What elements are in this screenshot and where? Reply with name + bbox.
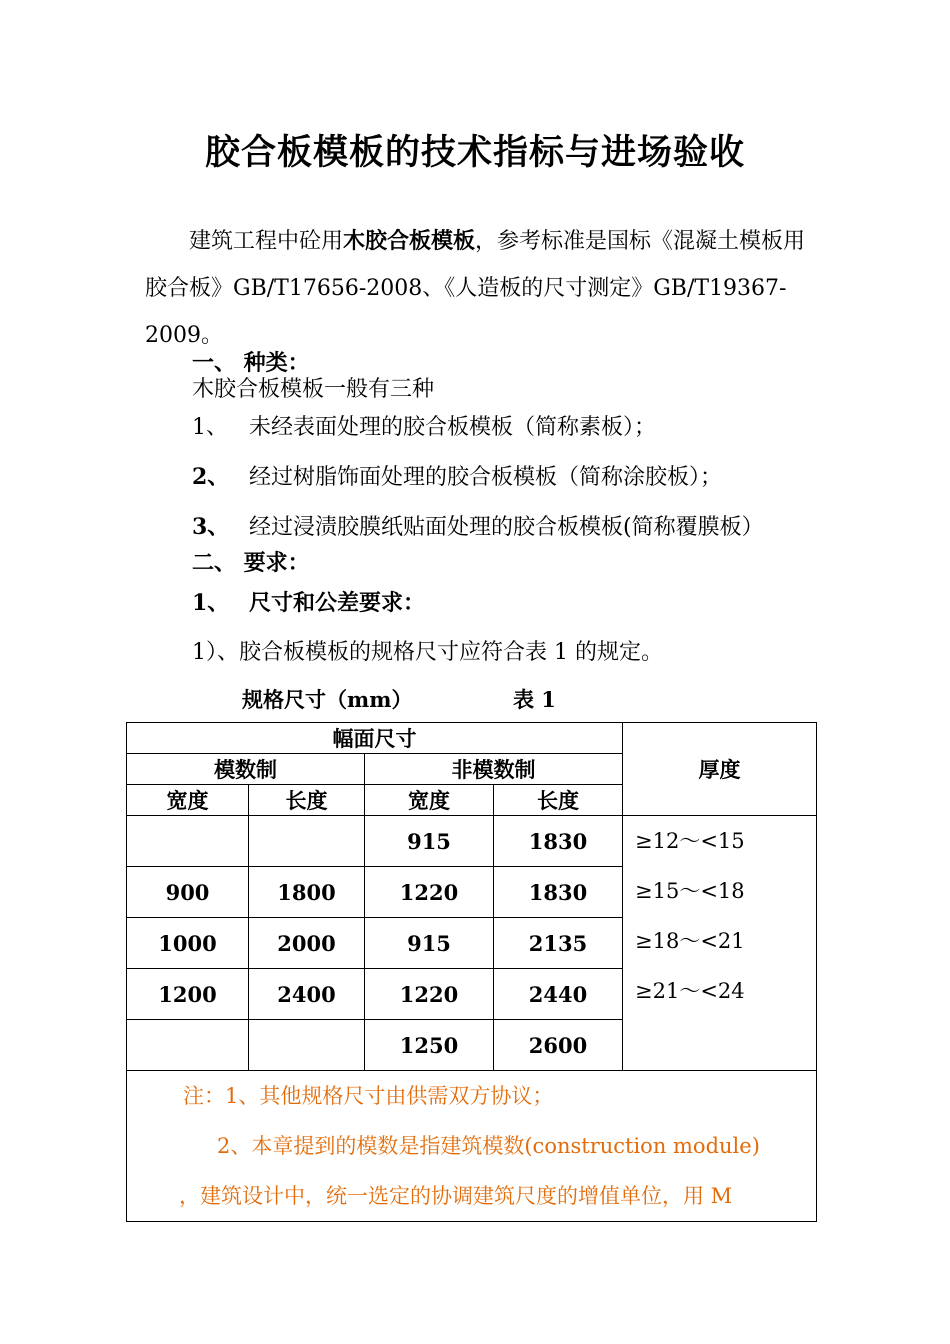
nonmodular-width-cell: 1250 — [365, 1020, 494, 1071]
nonmodular-length-cell: 2135 — [494, 918, 623, 969]
nonmodular-width-cell: 1220 — [365, 867, 494, 918]
header-nonmodular-length: 长度 — [494, 785, 623, 816]
nonmodular-width-cell: 1220 — [365, 969, 494, 1020]
note-line-1: 注：1、其他规格尺寸由供需双方协议； — [183, 1084, 554, 1108]
nonmodular-width-cell: 915 — [365, 918, 494, 969]
requirement-item-1 — [192, 586, 425, 617]
note-line-3: ，建筑设计中，统一选定的协调建筑尺度的增值单位，用 M — [179, 1184, 733, 1208]
thickness-range: ≥21～<24 — [635, 979, 745, 1003]
requirement-item-text: 尺寸和公差要求： — [249, 590, 426, 616]
modular-width-cell — [127, 816, 249, 867]
table-caption: 规格尺寸（mm） — [242, 687, 413, 712]
section-heading-types: 一、 种类： — [192, 350, 310, 376]
document-title: 胶合板模板的技术指标与进场验收 — [204, 133, 745, 173]
requirement-subitem: 1）、胶合板模板的规格尺寸应符合表 1 的规定。 — [192, 640, 663, 665]
type-item-number: 3、 — [192, 514, 230, 540]
header-modular: 模数制 — [127, 754, 365, 785]
intro-highlight: 木胶合板模板 — [343, 228, 476, 254]
table-note — [127, 1071, 817, 1222]
modular-length-cell: 1800 — [249, 867, 365, 918]
header-non-modular: 非模数制 — [365, 754, 623, 785]
modular-length-cell: 2400 — [249, 969, 365, 1020]
requirement-item-number: 1、 — [192, 590, 230, 616]
type-item-2 — [192, 460, 722, 491]
thickness-range: ≥15～<18 — [635, 879, 745, 903]
intro-text-end: ，参考标准是国标《混凝土模板用胶合板》GB/T17656-2008、《人造板的尺寸测定》GB/T19367-2009。 — [145, 229, 806, 348]
size-spec-table — [126, 722, 817, 1222]
nonmodular-length-cell: 2600 — [494, 1020, 623, 1071]
table-row — [127, 816, 817, 867]
nonmodular-width-cell: 915 — [365, 816, 494, 867]
header-modular-width: 宽度 — [127, 785, 249, 816]
modular-width-cell: 1000 — [127, 918, 249, 969]
header-face-size: 幅面尺寸 — [127, 723, 623, 754]
modular-width-cell: 900 — [127, 867, 249, 918]
modular-length-cell: 2000 — [249, 918, 365, 969]
nonmodular-length-cell: 1830 — [494, 867, 623, 918]
type-item-number: 2、 — [192, 464, 230, 490]
modular-length-cell — [249, 816, 365, 867]
thickness-range: ≥12～<15 — [635, 829, 745, 853]
modular-width-cell: 1200 — [127, 969, 249, 1020]
nonmodular-length-cell: 2440 — [494, 969, 623, 1020]
types-lead: 木胶合板模板一般有三种 — [192, 377, 435, 402]
type-item-3 — [192, 510, 764, 541]
note-line-2: 2、本章提到的模数是指建筑模数(construction module) — [217, 1134, 760, 1158]
nonmodular-length-cell: 1830 — [494, 816, 623, 867]
modular-width-cell — [127, 1020, 249, 1071]
modular-length-cell — [249, 1020, 365, 1071]
table-number: 表 1 — [513, 687, 556, 712]
type-item-1 — [192, 410, 656, 441]
header-thickness: 厚度 — [623, 723, 817, 816]
header-nonmodular-width: 宽度 — [365, 785, 494, 816]
type-item-text: 未经表面处理的胶合板模板（简称素板）； — [249, 415, 657, 440]
header-modular-length: 长度 — [249, 785, 365, 816]
type-item-text: 经过浸渍胶膜纸贴面处理的胶合板模板(简称覆膜板） — [249, 515, 764, 540]
section-heading-requirements: 二、 要求： — [192, 550, 310, 576]
intro-paragraph — [145, 218, 810, 359]
intro-text-start: 建筑工程中砼用 — [189, 229, 344, 254]
type-item-text: 经过树脂饰面处理的胶合板模板（简称涂胶板）； — [249, 465, 723, 490]
thickness-cell — [623, 816, 817, 1071]
thickness-range: ≥18～<21 — [635, 929, 745, 953]
type-item-number: 1、 — [192, 415, 228, 440]
